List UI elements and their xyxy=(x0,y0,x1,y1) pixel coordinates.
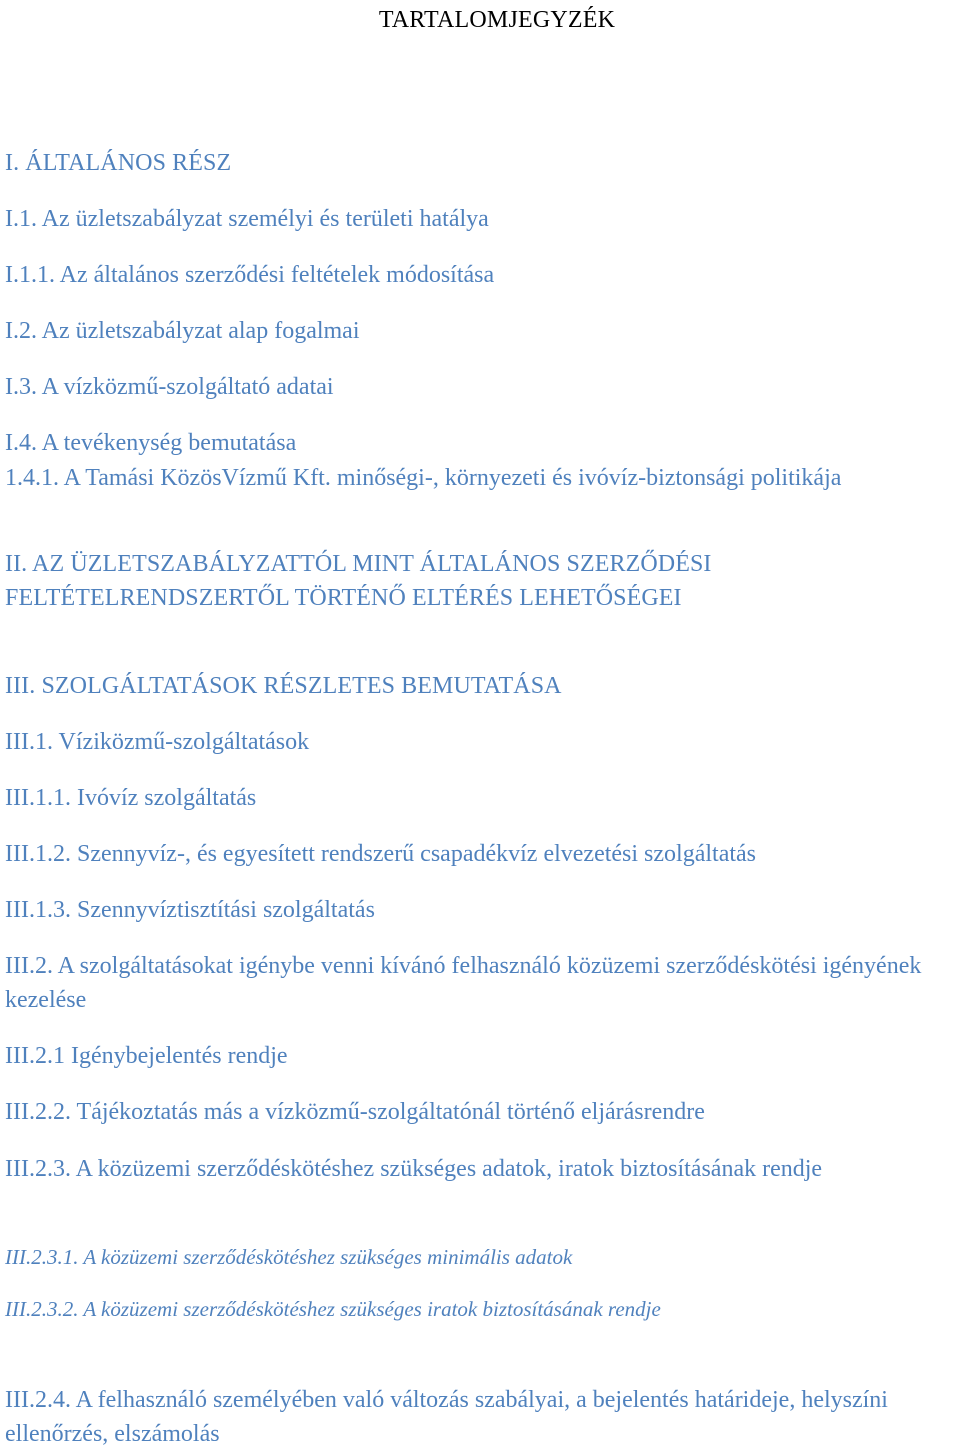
toc-entry-1-4[interactable]: I.4. A tevékenység bemutatása xyxy=(5,430,297,456)
toc-entry-3-2-1[interactable]: III.2.1 Igénybejelentés rendje xyxy=(5,1043,288,1069)
toc-entry-1-4-1[interactable]: 1.4.1. A Tamási KözösVízmű Kft. minőségi-, környezeti és ivóvíz-biztonsági politikája xyxy=(5,465,842,491)
toc-entry-3-1-2[interactable]: III.1.2. Szennyvíz-, és egyesített rendszerű csapadékvíz elvezetési szolgáltatás xyxy=(5,841,757,867)
toc-entry-3-2-4[interactable]: III.2.4. A felhasználó személyében való változás szabályai, a bejelentés határideje, helyszíni ellenőrzés, elszámolás xyxy=(5,1387,888,1447)
toc-entry-1-3[interactable]: I.3. A vízközmű-szolgáltató adatai xyxy=(5,374,334,400)
toc-entry-1-1-1[interactable]: I.1.1. Az általános szerződési feltételek módosítása xyxy=(5,262,495,288)
toc-entry-3-1-1[interactable]: III.1.1. Ivóvíz szolgáltatás xyxy=(5,785,257,811)
toc-entry-3-2-3[interactable]: III.2.3. A közüzemi szerződéskötéshez szükséges adatok, iratok biztosításának rendje xyxy=(5,1156,823,1182)
toc-entry-part-2[interactable]: II. AZ ÜZLETSZABÁLYZATTÓL MINT ÁLTALÁNOS SZERZŐDÉSI FELTÉTELRENDSZERTŐL TÖRTÉNŐ ELTÉRÉS LEHETŐSÉGEI xyxy=(5,551,712,611)
toc-entry-3-2-3-1[interactable]: III.2.3.1. A közüzemi szerződéskötéshez szükséges minimális adatok xyxy=(5,1245,573,1269)
toc-entry-3-2-2[interactable]: III.2.2. Tájékoztatás más a vízközmű-szolgáltatónál történő eljárásrendre xyxy=(5,1099,705,1125)
toc-entry-1-2[interactable]: I.2. Az üzletszabályzat alap fogalmai xyxy=(5,318,360,344)
toc-entry-3-2[interactable]: III.2. A szolgáltatásokat igénybe venni kívánó felhasználó közüzemi szerződéskötési igényének kezelése xyxy=(5,953,922,1013)
toc-entry-part-3[interactable]: III. SZOLGÁLTATÁSOK RÉSZLETES BEMUTATÁSA xyxy=(5,673,562,699)
toc-entry-part-1[interactable]: I. ÁLTALÁNOS RÉSZ xyxy=(5,150,232,176)
toc-entry-3-1-3[interactable]: III.1.3. Szennyvíztisztítási szolgáltatás xyxy=(5,897,375,923)
toc-entry-3-2-3-2[interactable]: III.2.3.2. A közüzemi szerződéskötéshez szükséges iratok biztosításának rendje xyxy=(5,1297,661,1321)
toc-title: TARTALOMJEGYZÉK xyxy=(378,7,616,33)
toc-entry-1-1[interactable]: I.1. Az üzletszabályzat személyi és területi hatálya xyxy=(5,206,489,232)
toc-entry-3-1[interactable]: III.1. Víziközmű-szolgáltatások xyxy=(5,729,310,755)
